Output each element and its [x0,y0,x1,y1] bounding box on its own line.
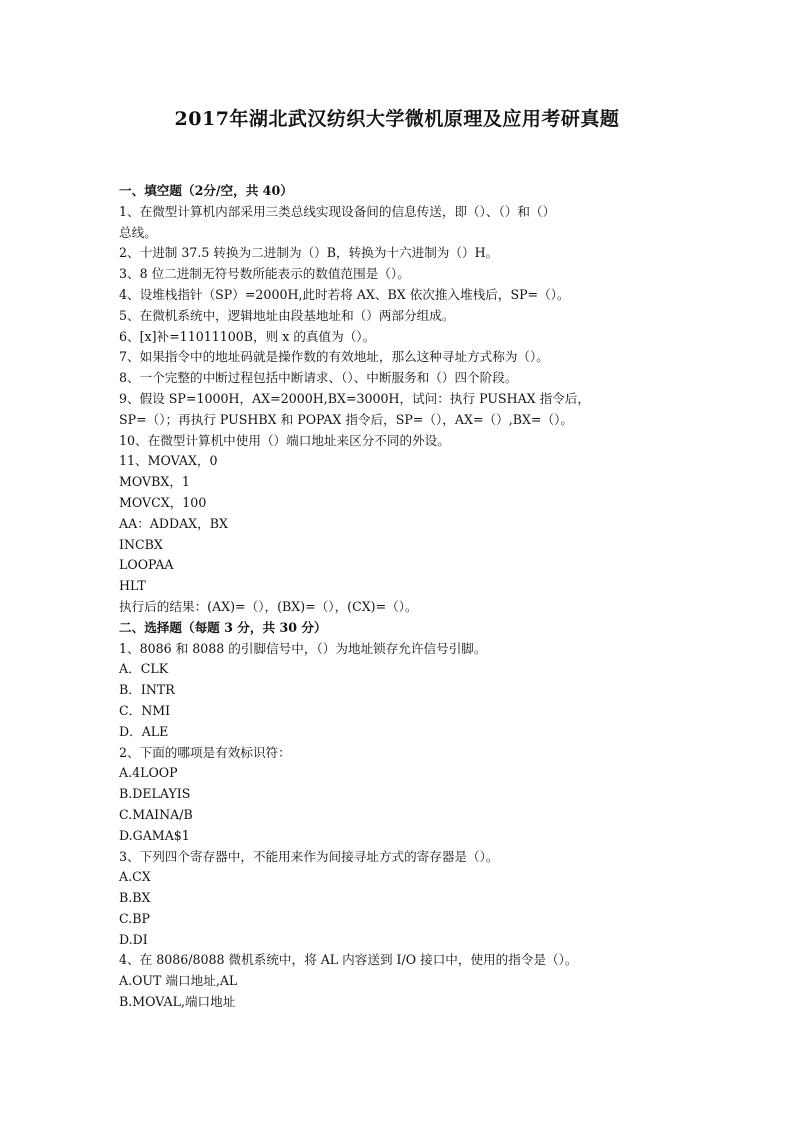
text-line: C.BP [119,910,150,926]
text-line: MOVBX，1 [119,474,190,490]
text-line: D．ALE [119,723,169,739]
text-line: 11、MOVAX，0 [119,453,218,469]
text-line: 5、在微机系统中，逻辑地址由段基地址和（）两部分组成。 [119,307,455,323]
document-title: 2017年湖北武汉纺织大学微机原理及应用考研真题 [174,108,620,130]
text-line: B.DELAYIS [119,786,191,802]
text-line: C.MAINA/B [119,806,193,822]
text-line: MOVCX，100 [119,494,207,510]
text-line: A．CLK [119,661,169,677]
text-line: B.MOVAL,端口地址 [119,994,236,1010]
text-line: C．NMI [119,702,171,718]
text-line: 3、下列四个寄存器中，不能用来作为间接寻址方式的寄存器是（）。 [119,848,499,864]
text-line: 1、在微型计算机内部采用三类总线实现设备间的信息传送，即（）、（）和（） [119,203,556,219]
text-line: HLT [119,578,146,594]
text-line: 8、一个完整的中断过程包括中断请求、（）、中断服务和（）四个阶段。 [119,370,518,386]
text-line: D.DI [119,931,148,947]
document-body [119,181,719,1013]
section-heading: 一、填空题（2分/空，共 40） [119,183,293,198]
text-line: 7、如果指令中的地址码就是操作数的有效地址，那么这种寻址方式称为（）。 [119,349,549,365]
text-line: 4、设堆栈指针（SP）=2000H,此时若将 AX、BX 依次推入堆栈后，SP=（）。 [119,286,570,302]
text-line: 6、[x]补=11011100B，则 x 的真值为（）。 [119,328,376,344]
text-line: 1、8086 和 8088 的引脚信号中，（）为地址锁存允许信号引脚。 [119,640,487,656]
text-line: INCBX [119,536,163,552]
text-line: 4、在 8086/8088 微机系统中，将 AL 内容送到 I/O 接口中，使用的指令是（）。 [119,952,578,968]
text-line: B.BX [119,890,151,906]
text-line: SP=（）；再执行 PUSHBX 和 POPAX 指令后，SP=（），AX=（）,BX=（）。 [119,411,573,427]
text-line: A.4LOOP [119,765,178,781]
text-line: 9、假设 SP=1000H，AX=2000H,BX=3000H，试问：执行 PUSHAX 指令后， [119,390,591,406]
text-line: LOOPAA [119,557,174,573]
text-line: A.OUT 端口地址,AL [119,973,238,989]
text-line: 3、8 位二进制无符号数所能表示的数值范围是（）。 [119,266,410,282]
section-heading: 二、选择题（每题 3 分，共 30 分） [119,619,327,635]
text-line: 执行后的结果：(AX)=（），(BX)=（），(CX)=（）。 [119,598,418,614]
text-line: D.GAMA$1 [119,827,190,843]
text-line: 总线。 [119,224,157,240]
text-line: 2、十进制 37.5 转换为二进制为（）B，转换为十六进制为（）H。 [119,245,499,261]
text-line: B．INTR [119,682,175,698]
text-line: 10、在微型计算机中使用（）端口地址来区分不同的外设。 [119,432,450,448]
text-line: 2、下面的哪项是有效标识符： [119,744,291,760]
text-line: A.CX [119,869,151,885]
text-line: AA：ADDAX，BX [119,515,228,531]
